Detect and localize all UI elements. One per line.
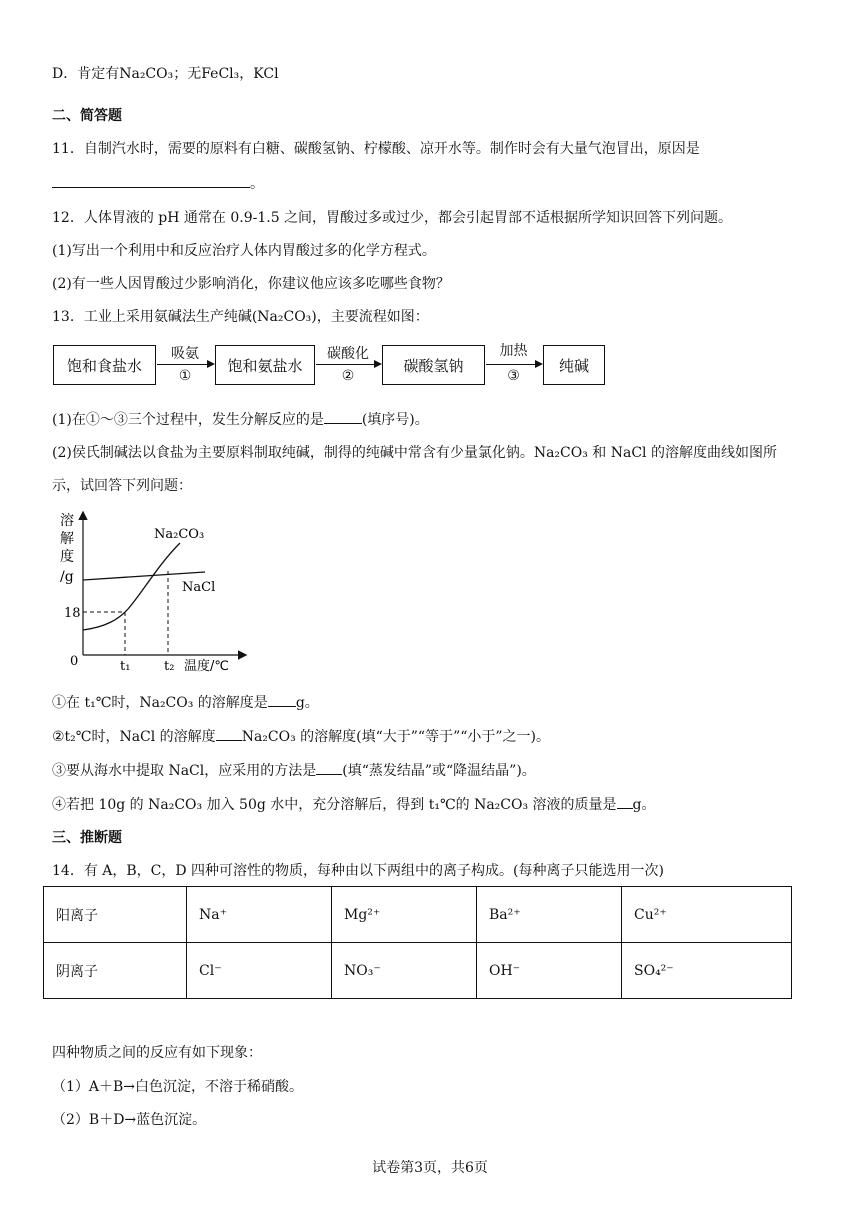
origin-label: 0 [70, 654, 79, 669]
table-row-cations [44, 887, 792, 943]
table-cell: OH⁻ [477, 943, 622, 999]
question-12-part-1: (1)写出一个利用中和反应治疗人体内胃酸过多的化学方程式。 [52, 243, 436, 259]
flow-step-label-3: 加热 [499, 343, 528, 359]
subquestion-1: ①在 t₁℃时，Na₂CO₃ 的溶解度是 g。 [52, 692, 319, 713]
table-cell: Mg²⁺ [332, 887, 477, 943]
na2co3-curve-label: Na₂CO₃ [154, 527, 205, 542]
table-cell: Ba²⁺ [477, 887, 622, 943]
table-row-anions [44, 943, 792, 999]
answer-blank [216, 726, 242, 741]
ion-table [43, 886, 792, 999]
answer-blank [268, 692, 296, 707]
answer-blank [324, 409, 362, 424]
flow-box-sodium-bicarbonate: 碳酸氢钠 [382, 345, 485, 385]
table-cell: NO₃⁻ [332, 943, 477, 999]
nacl-line-label: NaCl [182, 580, 216, 595]
question-13-part-1: (1)在①～③三个过程中，发生分解反应的是 (填序号)。 [52, 409, 429, 430]
question-13-part-2-cont: 示，试回答下列问题： [52, 478, 192, 494]
y-tick-18: 18 [64, 606, 81, 621]
y-axis-label-unit: /g [60, 569, 74, 585]
flow-step-label-1: 吸氨 [171, 346, 199, 362]
table-cell: Na⁺ [187, 887, 332, 943]
table-cell: SO₄²⁻ [622, 943, 792, 999]
section-heading-short-answer: 二、简答题 [52, 108, 122, 124]
y-axis-label-char: 度 [60, 549, 74, 565]
flow-arrow-2 [316, 364, 380, 365]
y-axis-label-char: 解 [60, 531, 74, 547]
table-row-header: 阴离子 [44, 943, 187, 999]
nacl-line [83, 572, 205, 580]
page-footer: 试卷第3页，共6页 [372, 1160, 488, 1176]
question-13-part-2: (2)侯氏制碱法以食盐为主要原料制取纯碱，制得的纯碱中常含有少量氯化钠。Na₂CO₃ 和 NaCl 的溶解度曲线如图所 [52, 445, 777, 461]
reaction-1: （1）A＋B→白色沉淀，不溶于稀硝酸。 [52, 1079, 304, 1095]
subquestion-2: ②t₂℃时，NaCl 的溶解度 Na₂CO₃ 的溶解度(填“大于”“等于”“小于”之一)。 [52, 726, 550, 747]
flow-step-num-1: ① [178, 368, 192, 384]
table-row-header: 阳离子 [44, 887, 187, 943]
question-11-answer-line: 。 [52, 173, 264, 194]
section-heading-inference: 三、推断题 [52, 830, 122, 846]
x-tick-t1: t₁ [120, 659, 131, 674]
flow-arrow-3 [486, 364, 541, 365]
question-11: 11．自制汽水时，需要的原料有白糖、碳酸氢钠、柠檬酸、凉开水等。制作时会有大量气泡冒出，原因是 [52, 141, 700, 157]
flow-box-soda-ash: 纯碱 [543, 345, 605, 385]
phenomena-intro: 四种物质之间的反应有如下现象： [52, 1045, 262, 1061]
table-cell: Cu²⁺ [622, 887, 792, 943]
option-d: D．肯定有Na₂CO₃；无FeCl₃，KCl [52, 66, 279, 82]
question-12: 12．人体胃液的 pH 通常在 0.9-1.5 之间，胃酸过多或过少，都会引起胃部不适根据所学知识回答下列问题。 [52, 210, 733, 226]
subquestion-4: ④若把 10g 的 Na₂CO₃ 加入 50g 水中，充分溶解后，得到 t₁℃的 Na₂CO₃ 溶液的质量是 g。 [52, 794, 656, 815]
flow-step-label-2: 碳酸化 [327, 346, 369, 362]
reaction-2: （2）B＋D→蓝色沉淀。 [52, 1112, 207, 1128]
question-14: 14．有 A，B，C，D 四种可溶性的物质，每种由以下两组中的离子构成。(每种离子只能选用一次) [52, 863, 664, 879]
answer-blank [617, 794, 633, 809]
x-axis-label: 温度/℃ [184, 659, 229, 674]
flow-step-num-3: ③ [507, 368, 520, 384]
x-tick-t2: t₂ [164, 659, 175, 674]
y-axis-label-char: 溶 [60, 513, 74, 529]
answer-blank [316, 760, 342, 775]
solubility-curve-graph [50, 505, 260, 675]
flow-box-ammonia-brine: 饱和氨盐水 [215, 345, 315, 385]
question-12-part-2: (2)有一些人因胃酸过少影响消化，你建议他应该多吃哪些食物？ [52, 276, 450, 292]
flow-arrow-1 [157, 364, 213, 365]
question-13: 13．工业上采用氨碱法生产纯碱(Na₂CO₃)，主要流程如图： [52, 309, 429, 325]
na2co3-curve [83, 543, 180, 630]
subquestion-3: ③要从海水中提取 NaCl，应采用的方法是 (填“蒸发结晶”或“降温结晶”)。 [52, 760, 536, 781]
answer-blank [52, 173, 250, 188]
flow-step-num-2: ② [341, 368, 355, 384]
table-cell: Cl⁻ [187, 943, 332, 999]
flow-box-brine: 饱和食盐水 [53, 345, 156, 385]
